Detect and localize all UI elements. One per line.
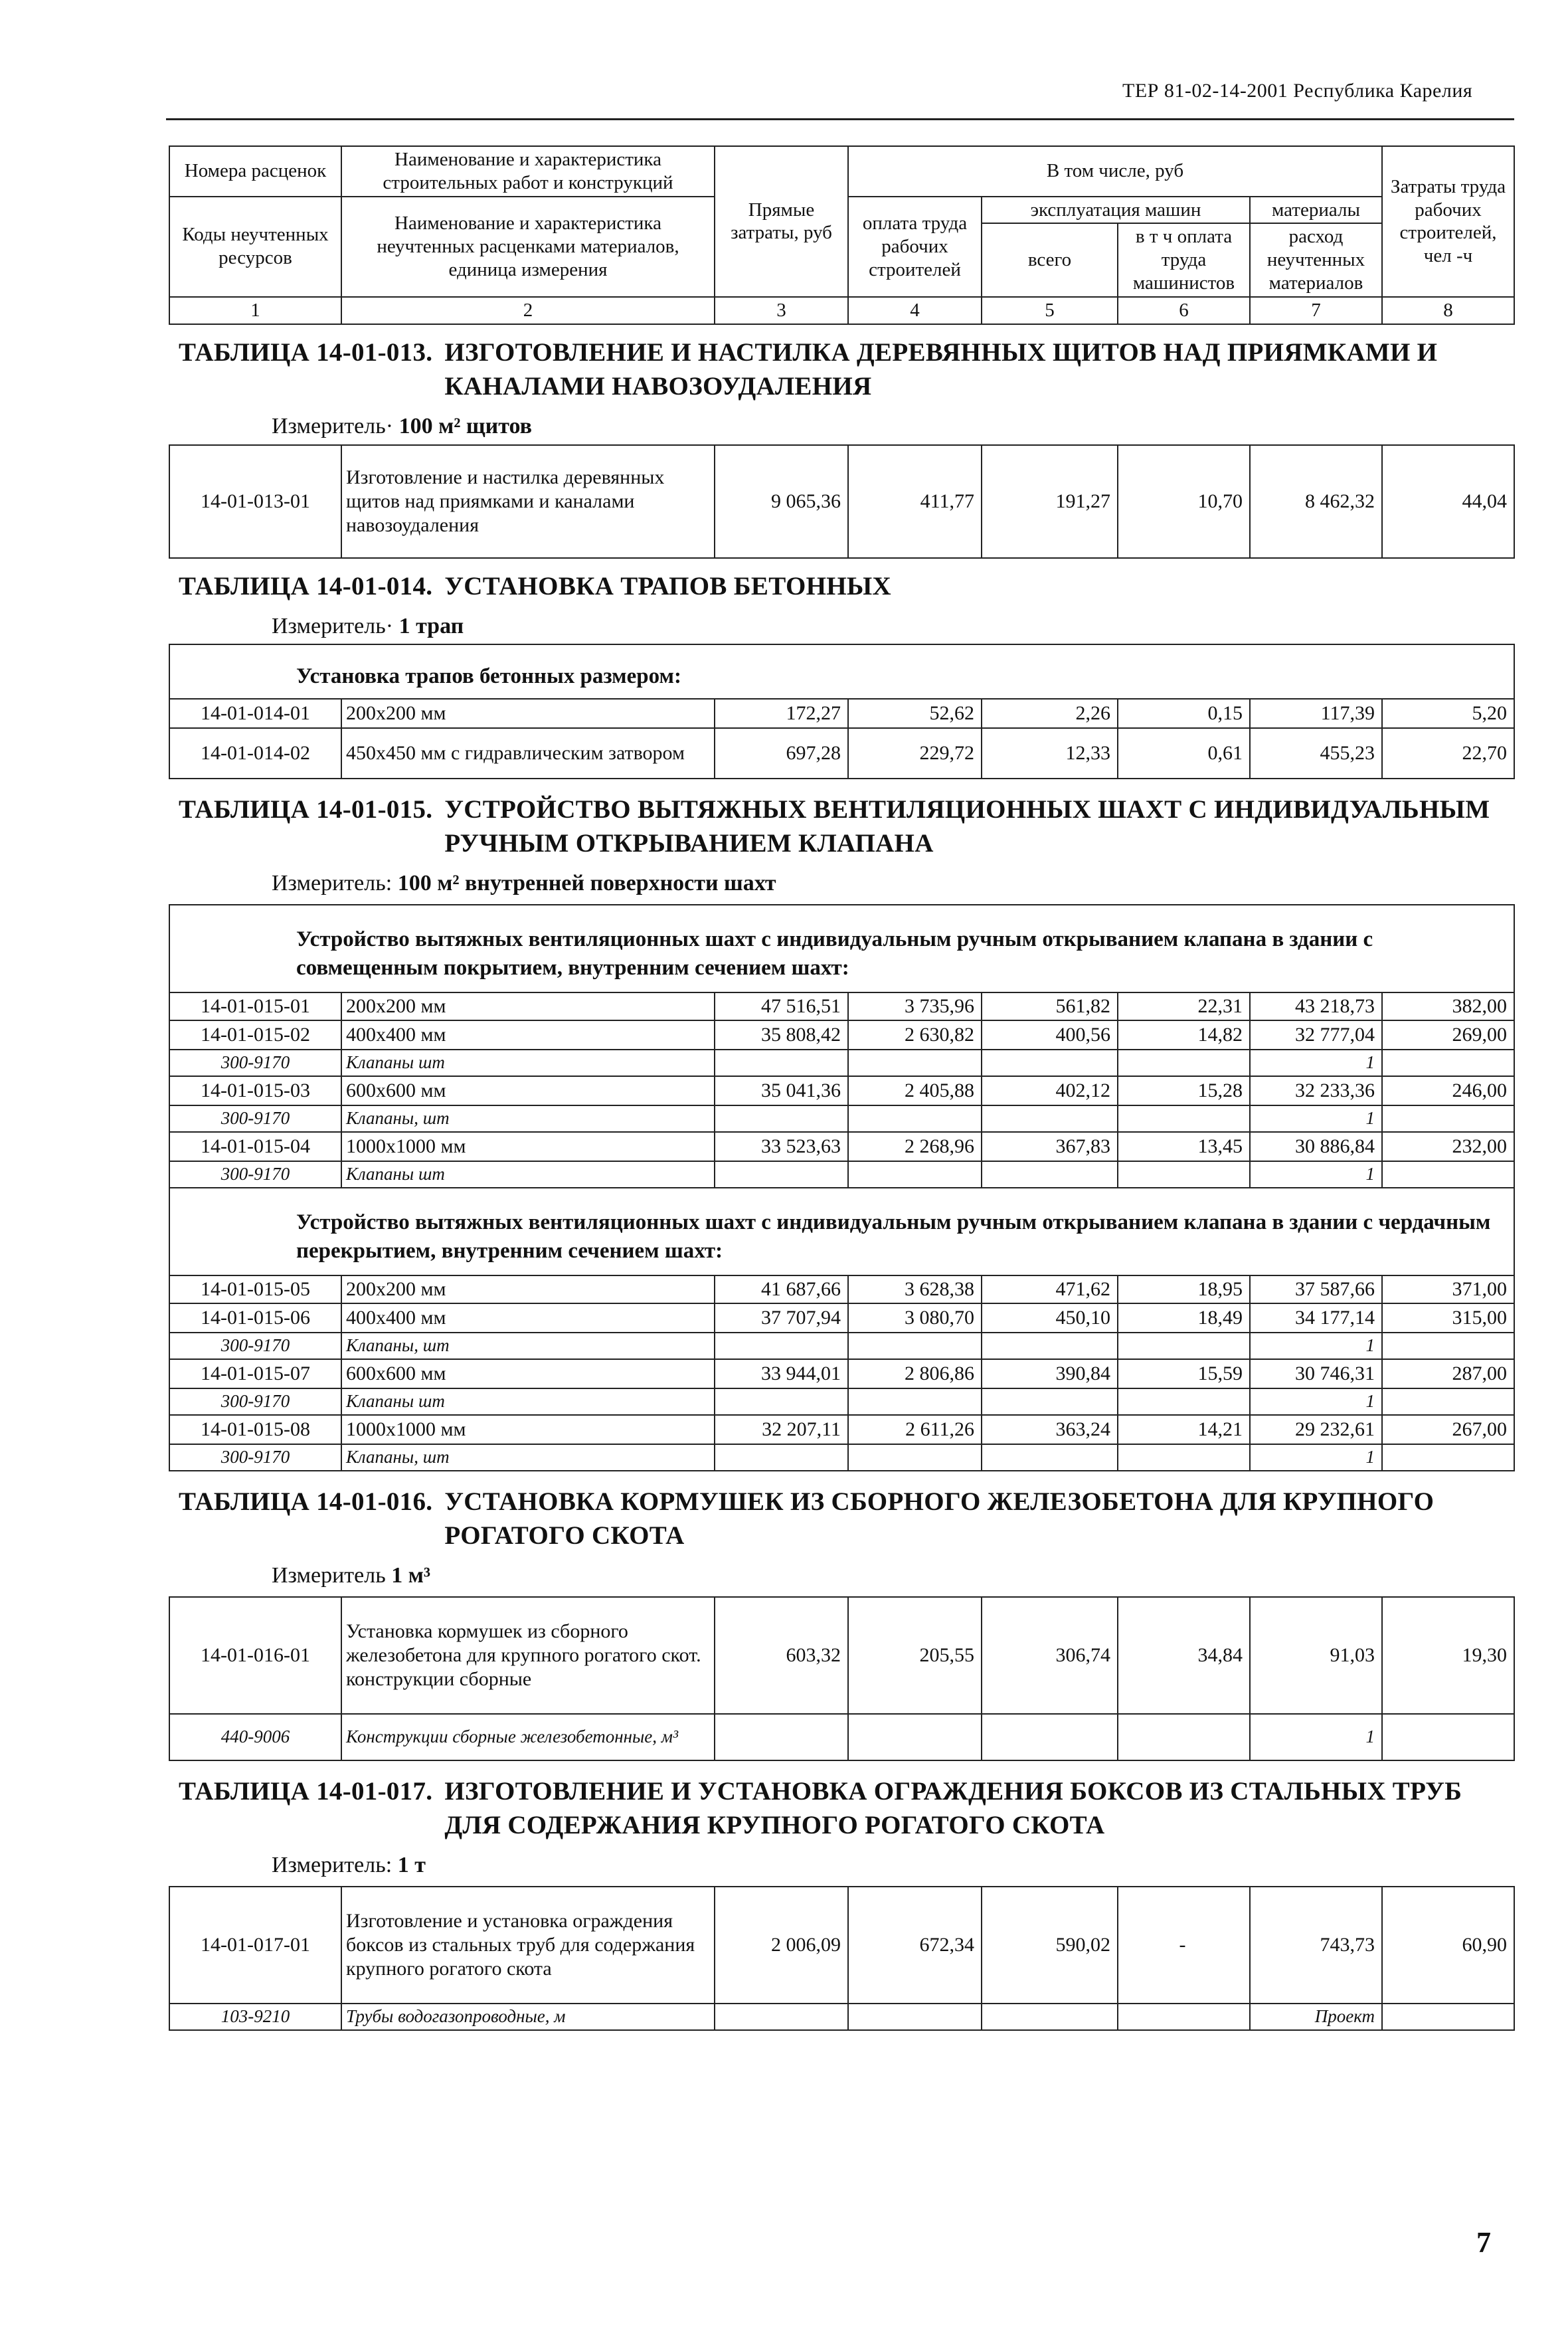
table-cell (1382, 1105, 1514, 1132)
cell-value: 91,03 (1250, 1597, 1382, 1714)
cell-value: 1 (1250, 1388, 1382, 1415)
cell-value: 60,90 (1382, 1887, 1514, 2004)
table-row (169, 1887, 1514, 2004)
col-num: 3 (715, 297, 848, 324)
table-cell (1118, 2004, 1250, 2030)
cell-value: 603,32 (715, 1597, 848, 1714)
cell-value: 34 177,14 (1250, 1303, 1382, 1333)
table-cell (848, 1444, 982, 1471)
table-cell (715, 1050, 848, 1076)
table-row (169, 1415, 1514, 1444)
cell-name: Клапаны, шт (341, 1333, 715, 1359)
col-rate-numbers: Номера расценок (169, 146, 341, 197)
resource-row (169, 1161, 1514, 1188)
table-cell (982, 1388, 1118, 1415)
table-row (169, 699, 1514, 728)
table-row (169, 1020, 1514, 1050)
cell-value: 37 587,66 (1250, 1275, 1382, 1303)
table-cell (715, 1161, 848, 1188)
cell-value: 8 462,32 (1250, 445, 1382, 558)
cell-value: 18,95 (1118, 1275, 1250, 1303)
table-cell (1382, 1161, 1514, 1188)
cell-code: 14-01-015-07 (169, 1359, 341, 1388)
cell-code: 14-01-014-01 (169, 699, 341, 728)
cell-name: Клапаны, шт (341, 1444, 715, 1471)
cell-value: 18,49 (1118, 1303, 1250, 1333)
cell-code: 103-9210 (169, 2004, 341, 2030)
cell-value: 246,00 (1382, 1076, 1514, 1105)
resource-row (169, 1444, 1514, 1471)
section-title: ТАБЛИЦА 14-01-013. ИЗГОТОВЛЕНИЕ И НАСТИЛКА ДЕРЕВЯННЫХ ЩИТОВ НАД ПРИЯМКАМИ И КАНАЛАМИ НАВОЗОУДАЛЕНИЯ (179, 338, 1438, 401)
cell-value: 306,74 (982, 1597, 1118, 1714)
cell-code: 300-9170 (169, 1050, 341, 1076)
cell-value: 590,02 (982, 1887, 1118, 2004)
col-machinists-pay: в т ч оплата труда машинистов (1118, 223, 1250, 296)
cell-value: 32 233,36 (1250, 1076, 1382, 1105)
col-unaccounted-materials: расход неучтенных материалов (1250, 223, 1382, 296)
section-title: ТАБЛИЦА 14-01-017. ИЗГОТОВЛЕНИЕ И УСТАНОВКА ОГРАЖДЕНИЯ БОКСОВ ИЗ СТАЛЬНЫХ ТРУБ ДЛЯ СОДЕРЖАНИЯ КРУПНОГО РОГАТОГО СКОТА (179, 1777, 1462, 1840)
table-cell (848, 1714, 982, 1760)
cell-value: 29 232,61 (1250, 1415, 1382, 1444)
cell-value: 411,77 (848, 445, 982, 558)
table-cell (848, 1388, 982, 1415)
cell-value: 30 746,31 (1250, 1359, 1382, 1388)
cell-value: 34,84 (1118, 1597, 1250, 1714)
table-cell (715, 1388, 848, 1415)
cell-value: 32 207,11 (715, 1415, 848, 1444)
section-header (169, 1760, 1514, 1887)
cell-code: 14-01-015-05 (169, 1275, 341, 1303)
cell-value: 37 707,94 (715, 1303, 848, 1333)
table-cell (1382, 1333, 1514, 1359)
col-num: 8 (1382, 297, 1514, 324)
table-cell (1382, 1444, 1514, 1471)
cell-value: 14,21 (1118, 1415, 1250, 1444)
cell-name: 400х400 мм (341, 1020, 715, 1050)
section-meter: Измеритель· 100 м² щитов (272, 413, 532, 438)
cell-name: Клапаны шт (341, 1050, 715, 1076)
cell-value: 267,00 (1382, 1415, 1514, 1444)
table-cell (715, 1333, 848, 1359)
cell-value: 0,61 (1118, 728, 1250, 779)
cell-value: 1 (1250, 1050, 1382, 1076)
table-cell (169, 324, 1514, 445)
col-work-name: Наименование и характеристика строительных работ и конструкций (341, 146, 715, 197)
cell-code: 300-9170 (169, 1444, 341, 1471)
resource-row (169, 1333, 1514, 1359)
table-cell (1118, 1444, 1250, 1471)
cell-name: Установка кормушек из сборного железобетона для крупного рогатого скот. конструкции сборные (341, 1597, 715, 1714)
cell-value: 367,83 (982, 1132, 1118, 1161)
cell-value: 47 516,51 (715, 992, 848, 1020)
section-title: ТАБЛИЦА 14-01-015. УСТРОЙСТВО ВЫТЯЖНЫХ ВЕНТИЛЯЦИОННЫХ ШАХТ С ИНДИВИДУАЛЬНЫМ РУЧНЫМ ОТКРЫВАНИЕМ КЛАПАНА (179, 795, 1490, 858)
table-cell (982, 1714, 1118, 1760)
running-header: ТЕР 81-02-14-2001 Республика Карелия (1122, 80, 1473, 102)
section-meter: Измеритель: 100 м² внутренней поверхности шахт (272, 870, 776, 895)
cell-value: 1 (1250, 1105, 1382, 1132)
table-cell (1382, 1714, 1514, 1760)
cell-code: 14-01-014-02 (169, 728, 341, 779)
group-header (169, 905, 1514, 992)
table-cell (1382, 1388, 1514, 1415)
cell-name: 200х200 мм (341, 992, 715, 1020)
cell-value: 229,72 (848, 728, 982, 779)
cell-value: 10,70 (1118, 445, 1250, 558)
cell-value: 363,24 (982, 1415, 1118, 1444)
section-title: ТАБЛИЦА 14-01-016. УСТАНОВКА КОРМУШЕК ИЗ СБОРНОГО ЖЕЛЕЗОБЕТОНА ДЛЯ КРУПНОГО РОГАТОГО СКОТА (179, 1487, 1435, 1550)
cell-value: 5,20 (1382, 699, 1514, 728)
section-header (169, 779, 1514, 905)
table-cell (848, 2004, 982, 2030)
table-cell (1118, 1388, 1250, 1415)
section-header (169, 1471, 1514, 1597)
cell-name: Изготовление и установка ограждения боксов из стальных труб для содержания крупного рогатого скота (341, 1887, 715, 2004)
table-cell (715, 2004, 848, 2030)
table-row (169, 445, 1514, 558)
cell-code: 14-01-015-01 (169, 992, 341, 1020)
section-meter: Измеритель 1 м³ (272, 1562, 431, 1588)
table-cell (982, 1050, 1118, 1076)
cell-value: 1 (1250, 1161, 1382, 1188)
cell-value: 205,55 (848, 1597, 982, 1714)
group-header (169, 644, 1514, 699)
resource-row (169, 2004, 1514, 2030)
col-including: В том числе, руб (848, 146, 1382, 197)
cell-value: 44,04 (1382, 445, 1514, 558)
cell-value: 382,00 (1382, 992, 1514, 1020)
cell-value: 33 944,01 (715, 1359, 848, 1388)
col-num: 5 (982, 297, 1118, 324)
table-cell (169, 558, 1514, 644)
table-cell (1382, 2004, 1514, 2030)
cell-value: 172,27 (715, 699, 848, 728)
cell-value: 0,15 (1118, 699, 1250, 728)
cell-value: 3 080,70 (848, 1303, 982, 1333)
section-header (169, 558, 1514, 644)
cell-name: 600х600 мм (341, 1076, 715, 1105)
table-cell (982, 2004, 1118, 2030)
table-cell (169, 779, 1514, 905)
table-cell: Устройство вытяжных вентиляционных шахт с индивидуальным ручным открыванием клапана в здании с чердачным перекрытием, внутренним сечением шахт: (169, 1188, 1514, 1275)
table-cell (1118, 1714, 1250, 1760)
table-cell (715, 1714, 848, 1760)
table-cell (1118, 1105, 1250, 1132)
table-cell (982, 1161, 1118, 1188)
group-header (169, 1188, 1514, 1275)
cell-code: 14-01-017-01 (169, 1887, 341, 2004)
cell-code: 14-01-015-02 (169, 1020, 341, 1050)
cell-value: 561,82 (982, 992, 1118, 1020)
cell-value: 43 218,73 (1250, 992, 1382, 1020)
cell-value: Проект (1250, 2004, 1382, 2030)
table-row (169, 728, 1514, 779)
table-cell (169, 1760, 1514, 1887)
table-cell: Устройство вытяжных вентиляционных шахт с индивидуальным ручным открыванием клапана в здании с совмещенным покрытием, внутренним сечением шахт: (169, 905, 1514, 992)
cell-value: 9 065,36 (715, 445, 848, 558)
resource-row (169, 1388, 1514, 1415)
page-number: 7 (1476, 2226, 1491, 2259)
cell-name: 1000х1000 мм (341, 1415, 715, 1444)
table-row (169, 1275, 1514, 1303)
cell-value: 269,00 (1382, 1020, 1514, 1050)
cell-value: 402,12 (982, 1076, 1118, 1105)
section-meter: Измеритель· 1 трап (272, 613, 464, 638)
table-cell (982, 1105, 1118, 1132)
cell-code: 300-9170 (169, 1333, 341, 1359)
cell-value: 19,30 (1382, 1597, 1514, 1714)
cell-value: 52,62 (848, 699, 982, 728)
col-labor-hours: Затраты труда рабочих строителей, чел -ч (1382, 146, 1514, 297)
section-meter: Измеритель: 1 т (272, 1852, 426, 1877)
cell-value: 12,33 (982, 728, 1118, 779)
col-num: 1 (169, 297, 341, 324)
cell-name: Конструкции сборные железобетонные, м³ (341, 1714, 715, 1760)
col-num: 6 (1118, 297, 1250, 324)
table-cell (848, 1161, 982, 1188)
cell-code: 300-9170 (169, 1388, 341, 1415)
col-materials: материалы (1250, 197, 1382, 224)
cell-name: Трубы водогазопроводные, м (341, 2004, 715, 2030)
cell-value: 371,00 (1382, 1275, 1514, 1303)
cell-name: 200х200 мм (341, 1275, 715, 1303)
cell-value: 1 (1250, 1333, 1382, 1359)
section-title: ТАБЛИЦА 14-01-014. УСТАНОВКА ТРАПОВ БЕТОННЫХ (179, 571, 891, 601)
table-cell (848, 1050, 982, 1076)
cell-value: 191,27 (982, 445, 1118, 558)
table-cell (982, 1333, 1118, 1359)
cell-value: 400,56 (982, 1020, 1118, 1050)
table-cell (848, 1333, 982, 1359)
table-cell (1118, 1333, 1250, 1359)
price-table (169, 145, 1515, 2031)
cell-value: 41 687,66 (715, 1275, 848, 1303)
table-row (169, 1076, 1514, 1105)
cell-name: 200х200 мм (341, 699, 715, 728)
col-machines: эксплуатация машин (982, 197, 1250, 224)
cell-value: 32 777,04 (1250, 1020, 1382, 1050)
cell-value: 287,00 (1382, 1359, 1514, 1388)
cell-value: 13,45 (1118, 1132, 1250, 1161)
section-header (169, 324, 1514, 445)
cell-name: 1000х1000 мм (341, 1132, 715, 1161)
table-header (169, 146, 1514, 324)
cell-value: 450,10 (982, 1303, 1118, 1333)
cell-value: 471,62 (982, 1275, 1118, 1303)
col-num: 2 (341, 297, 715, 324)
col-material-name: Наименование и характеристика неучтенных расценками материалов, единица измерения (341, 197, 715, 297)
cell-name: 400х400 мм (341, 1303, 715, 1333)
cell-value: 22,31 (1118, 992, 1250, 1020)
cell-value: 743,73 (1250, 1887, 1382, 2004)
resource-row (169, 1050, 1514, 1076)
cell-value: 2 806,86 (848, 1359, 982, 1388)
cell-value: 1 (1250, 1444, 1382, 1471)
cell-value: 33 523,63 (715, 1132, 848, 1161)
table-cell (715, 1105, 848, 1132)
table-cell (982, 1444, 1118, 1471)
cell-code: 300-9170 (169, 1161, 341, 1188)
cell-value: 390,84 (982, 1359, 1118, 1388)
table-cell (169, 1471, 1514, 1597)
cell-value: 15,28 (1118, 1076, 1250, 1105)
table-cell (1118, 1050, 1250, 1076)
col-resource-codes: Коды неучтенных ресурсов (169, 197, 341, 297)
cell-value: 2 611,26 (848, 1415, 982, 1444)
col-num: 4 (848, 297, 982, 324)
cell-value: 3 628,38 (848, 1275, 982, 1303)
cell-code: 14-01-015-08 (169, 1415, 341, 1444)
cell-value: 315,00 (1382, 1303, 1514, 1333)
cell-code: 14-01-015-06 (169, 1303, 341, 1333)
resource-row (169, 1105, 1514, 1132)
cell-value: 117,39 (1250, 699, 1382, 728)
table-cell: Установка трапов бетонных размером: (169, 644, 1514, 699)
cell-value: 35 041,36 (715, 1076, 848, 1105)
col-num: 7 (1250, 297, 1382, 324)
cell-value: 35 808,42 (715, 1020, 848, 1050)
cell-name: 450х450 мм с гидравлическим затвором (341, 728, 715, 779)
cell-name: Изготовление и настилка деревянных щитов над приямками и каналами навозоудаления (341, 445, 715, 558)
cell-value: 1 (1250, 1714, 1382, 1760)
cell-code: 14-01-016-01 (169, 1597, 341, 1714)
cell-code: 14-01-013-01 (169, 445, 341, 558)
table-row (169, 1597, 1514, 1714)
cell-value: 2 630,82 (848, 1020, 982, 1050)
cell-name: 600х600 мм (341, 1359, 715, 1388)
cell-name: Клапаны шт (341, 1161, 715, 1188)
cell-code: 14-01-015-04 (169, 1132, 341, 1161)
table-cell (1382, 1050, 1514, 1076)
resource-row (169, 1714, 1514, 1760)
table-row (169, 1359, 1514, 1388)
table-row (169, 992, 1514, 1020)
table-row (169, 1303, 1514, 1333)
col-direct-costs: Прямые затраты, руб (715, 146, 848, 297)
cell-value: 2 268,96 (848, 1132, 982, 1161)
cell-value: 14,82 (1118, 1020, 1250, 1050)
cell-code: 440-9006 (169, 1714, 341, 1760)
cell-value: 30 886,84 (1250, 1132, 1382, 1161)
cell-value: 2 405,88 (848, 1076, 982, 1105)
cell-name: Клапаны шт (341, 1388, 715, 1415)
cell-code: 14-01-015-03 (169, 1076, 341, 1105)
cell-value: 15,59 (1118, 1359, 1250, 1388)
table-cell (715, 1444, 848, 1471)
cell-value: 3 735,96 (848, 992, 982, 1020)
cell-value: 672,34 (848, 1887, 982, 2004)
table-cell (1118, 1161, 1250, 1188)
cell-code: 300-9170 (169, 1105, 341, 1132)
cell-value: 22,70 (1382, 728, 1514, 779)
table-cell (848, 1105, 982, 1132)
cell-value: 2,26 (982, 699, 1118, 728)
cell-name: Клапаны, шт (341, 1105, 715, 1132)
cell-value: 232,00 (1382, 1132, 1514, 1161)
col-labor-pay: оплата труда рабочих строителей (848, 197, 982, 297)
cell-value: - (1118, 1887, 1250, 2004)
header-rule (166, 118, 1514, 120)
cell-value: 697,28 (715, 728, 848, 779)
cell-value: 455,23 (1250, 728, 1382, 779)
cell-value: 2 006,09 (715, 1887, 848, 2004)
table-row (169, 1132, 1514, 1161)
col-machines-total: всего (982, 223, 1118, 296)
